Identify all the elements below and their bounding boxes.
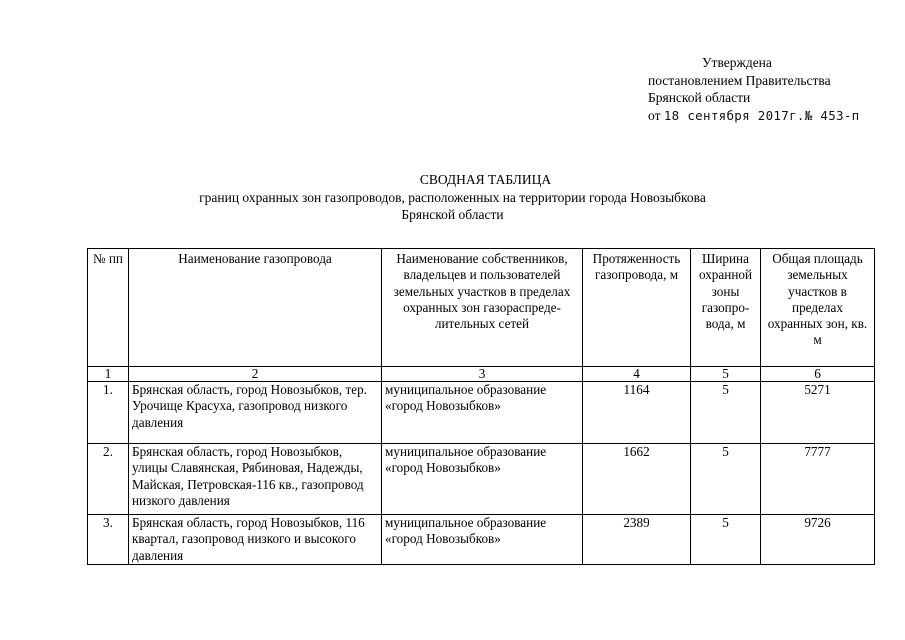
approval-line-approved: Утверждена (702, 55, 772, 70)
header-pipeline-name: Наименование газопровода (129, 249, 382, 367)
column-number: 5 (691, 367, 761, 382)
row-length: 1164 (583, 382, 691, 444)
row-zone-width: 5 (691, 444, 761, 515)
row-pipeline-name: Брянская область, город Новозыбков, тер. Урочище Красуха, газопровод низкого давления (129, 382, 382, 444)
row-zone-width: 5 (691, 515, 761, 565)
column-number-row (88, 367, 875, 382)
table-row (88, 444, 875, 515)
table-row (88, 515, 875, 565)
row-pipeline-name: Брянская область, город Новозыбков, улицы Славянская, Рябиновая, Надежды, Майская, Петровская-116 кв., газопровод низкого давления (129, 444, 382, 515)
table-header-row (88, 249, 875, 367)
row-length: 1662 (583, 444, 691, 515)
header-total-area: Общая площадь земельных участков в пределах охранных зон, кв. м (761, 249, 875, 367)
approval-block (648, 54, 860, 124)
approval-date-stamp: 18 сентября 2017г.№ 453-п (663, 107, 860, 123)
approval-line-region: Брянской области (648, 90, 751, 105)
row-owner: муниципальное образование «город Новозыбков» (382, 444, 583, 515)
document-title-block (0, 171, 905, 224)
row-total-area: 5271 (761, 382, 875, 444)
header-number: № пп (88, 249, 129, 367)
column-number: 6 (761, 367, 875, 382)
approval-date-prefix: от (648, 107, 661, 123)
document-subtitle: границ охранных зон газопроводов, расположенных на территории города Новозыбкова (199, 189, 706, 205)
column-number: 3 (382, 367, 583, 382)
row-owner: муниципальное образование «город Новозыбков» (382, 515, 583, 565)
row-zone-width: 5 (691, 382, 761, 444)
row-number: 2. (88, 444, 129, 515)
row-total-area: 9726 (761, 515, 875, 565)
column-number: 1 (88, 367, 129, 382)
row-number: 1. (88, 382, 129, 444)
row-pipeline-name: Брянская область, город Новозыбков, 116 квартал, газопровод низкого и высокого давления (129, 515, 382, 565)
column-number: 2 (129, 367, 382, 382)
row-length: 2389 (583, 515, 691, 565)
header-owners: Наименование собственников, владельцев и пользователей земельных участков в пределах охранных зон газораспреде-лительных сетей (382, 249, 583, 367)
row-number: 3. (88, 515, 129, 565)
header-zone-width: Ширина охранной зоны газопро-вода, м (691, 249, 761, 367)
summary-table (87, 248, 875, 565)
row-owner: муниципальное образование «город Новозыбков» (382, 382, 583, 444)
header-length: Протяженность газопровода, м (583, 249, 691, 367)
column-number: 4 (583, 367, 691, 382)
approval-line-date (648, 107, 860, 125)
document-title: СВОДНАЯ ТАБЛИЦА (419, 172, 552, 187)
document-subtitle-region: Брянской области (401, 207, 504, 222)
table-row (88, 382, 875, 444)
approval-line-resolution: постановлением Правительства (648, 72, 831, 88)
row-total-area: 7777 (761, 444, 875, 515)
